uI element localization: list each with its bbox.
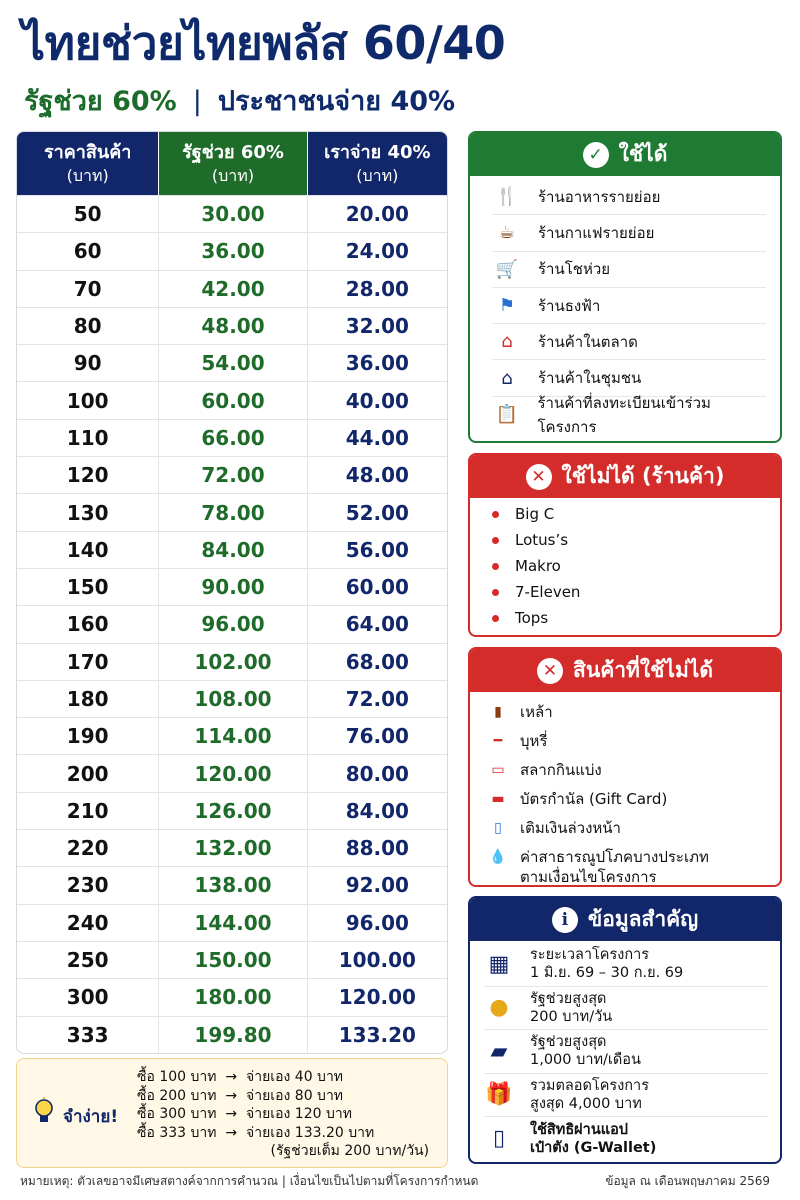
pay-cell: 133.20 — [338, 1022, 416, 1047]
price-cell: 300 — [66, 985, 109, 1010]
table-row — [17, 829, 447, 866]
tip-lines — [137, 1068, 429, 1161]
tip-label: จำง่าย! — [63, 1107, 119, 1127]
can-use-item — [492, 393, 766, 436]
table-row — [17, 344, 447, 381]
page-title: ไทยช่วยไทยพลัส 60/40 — [22, 16, 506, 70]
subtitle-separator: | — [192, 86, 202, 117]
gov-cell: 36.00 — [158, 233, 307, 269]
lightbulb-icon — [33, 1097, 55, 1127]
pay-cell: 40.00 — [345, 388, 409, 413]
col-header-gov-label: รัฐช่วย 60% — [182, 141, 284, 163]
cannot-store-item — [492, 579, 780, 605]
tip-line: ซื้อ 300 บาท → จ่ายเอง 120 บาท — [137, 1106, 352, 1122]
col-header-pay-label: เราจ่าย 40% — [324, 141, 431, 163]
info-item — [484, 943, 768, 987]
info-text — [530, 1033, 641, 1069]
table-row — [17, 270, 447, 307]
table-row — [17, 381, 447, 418]
pay-cell: 20.00 — [345, 202, 409, 227]
gov-cell: 96.00 — [158, 606, 307, 642]
can-use-label: ร้านโชห่วย — [538, 260, 611, 279]
subtitle-gov-share: รัฐช่วย 60% — [24, 86, 177, 117]
table-row — [17, 531, 447, 568]
cannot-goods-item — [488, 785, 780, 814]
col-header-gov-unit: (บาท) — [211, 165, 255, 185]
cannot-store-label: Big C — [515, 505, 555, 523]
info-text — [530, 990, 612, 1026]
cannot-goods-label: บุหรี่ — [520, 732, 548, 750]
can-use-item — [492, 324, 766, 360]
info-text — [530, 1121, 656, 1157]
price-cell: 230 — [66, 873, 109, 898]
col-header-price-label: ราคาสินค้า — [43, 141, 132, 163]
price-cell: 80 — [73, 314, 102, 339]
gov-cell: 114.00 — [158, 718, 307, 754]
table-row — [17, 307, 447, 344]
table-row — [17, 568, 447, 605]
info-line-2: 1,000 บาท/เดือน — [530, 1052, 641, 1069]
price-cell: 170 — [66, 649, 109, 674]
pay-cell: 68.00 — [345, 649, 409, 674]
table-row — [17, 456, 447, 493]
info-line-2: เป๋าตัง (G-Wallet) — [530, 1139, 657, 1156]
col-header-price-unit: (บาท) — [66, 165, 109, 185]
tip-line: (รัฐช่วยเต็ม 200 บาท/วัน) — [137, 1143, 430, 1159]
pay-cell: 24.00 — [345, 239, 409, 264]
footnote: หมายเหตุ: ตัวเลขอาจมีเศษสตางค์จากการคำนวณ | เงื่อนไขเป็นไปตามที่โครงการกำหนด — [20, 1174, 479, 1188]
can-use-panel — [468, 131, 782, 443]
bullet-dot — [492, 589, 499, 596]
price-table-header — [17, 132, 447, 195]
price-cell: 150 — [66, 575, 109, 600]
pay-cell: 64.00 — [345, 612, 409, 637]
cannot-goods-header — [470, 649, 780, 692]
can-use-label: ร้านธงฟ้า — [538, 296, 601, 315]
price-cell: 90 — [73, 351, 102, 376]
coins-icon: ● — [489, 995, 509, 1021]
tip-box — [16, 1058, 448, 1168]
info-header — [470, 898, 780, 941]
clipboard-icon: 📋 — [495, 404, 518, 426]
col-header-price — [17, 132, 158, 195]
gov-cell: 120.00 — [158, 755, 307, 791]
price-cell: 140 — [66, 537, 109, 562]
cannot-goods-item — [488, 756, 780, 785]
pay-cell: 44.00 — [345, 425, 409, 450]
gov-cell: 42.00 — [158, 271, 307, 307]
can-use-label: ร้านค้าในชุมชน — [538, 369, 642, 388]
can-use-label: ร้านอาหารรายย่อย — [538, 187, 661, 206]
cannot-goods-label: เติมเงินล่วงหน้า — [520, 819, 621, 837]
table-row — [17, 717, 447, 754]
price-cell: 190 — [66, 724, 109, 749]
can-use-label: ร้านค้าในตลาด — [538, 332, 638, 351]
info-line-2: 1 มิ.ย. 69 – 30 ก.ย. 69 — [530, 965, 684, 982]
price-cell: 200 — [66, 761, 109, 786]
pay-cell: 60.00 — [345, 575, 409, 600]
info-item — [484, 1030, 768, 1074]
cannot-store-item — [492, 527, 780, 553]
gov-cell: 199.80 — [158, 1017, 307, 1053]
source-note: ข้อมูล ณ เดือนพฤษภาคม 2569 — [605, 1174, 770, 1188]
coffee-icon: ☕ — [498, 222, 516, 244]
gov-cell: 48.00 — [158, 308, 307, 344]
info-panel — [468, 896, 782, 1164]
pay-cell: 36.00 — [345, 351, 409, 376]
cannot-stores-list — [470, 498, 780, 631]
price-table-body — [17, 195, 447, 1053]
gov-cell: 150.00 — [158, 942, 307, 978]
pay-cell: 80.00 — [345, 761, 409, 786]
gov-cell: 132.00 — [158, 830, 307, 866]
gov-cell: 90.00 — [158, 569, 307, 605]
table-row — [17, 419, 447, 456]
table-row — [17, 904, 447, 941]
wallet-icon: ▰ — [490, 1038, 508, 1064]
market-stall-icon: ⌂ — [501, 331, 513, 353]
house-icon: ⌂ — [501, 367, 513, 389]
lottery-icon: ▭ — [491, 762, 505, 778]
gov-cell: 66.00 — [158, 420, 307, 456]
table-row — [17, 978, 447, 1015]
tip-line: ซื้อ 100 บาท → จ่ายเอง 40 บาท — [137, 1069, 344, 1085]
table-row — [17, 643, 447, 680]
phone-app-icon: ▯ — [492, 1126, 506, 1152]
gov-cell: 54.00 — [158, 345, 307, 381]
tip-line: ซื้อ 200 บาท → จ่ายเอง 80 บาท — [137, 1087, 344, 1104]
gov-cell: 60.00 — [158, 382, 307, 418]
cannot-store-item — [492, 553, 780, 579]
price-table — [16, 131, 448, 1054]
cannot-goods-panel — [468, 647, 782, 887]
pay-cell: 96.00 — [345, 910, 409, 935]
gov-cell: 78.00 — [158, 494, 307, 530]
table-row — [17, 866, 447, 903]
cannot-store-label: 7-Eleven — [515, 583, 581, 601]
table-row — [17, 792, 447, 829]
thongfah-icon: ⚑ — [498, 295, 516, 317]
cannot-goods-list — [470, 692, 780, 887]
x-icon: ✕ — [526, 464, 552, 490]
pay-cell: 72.00 — [345, 687, 409, 711]
can-use-title: ใช้ได้ — [618, 142, 668, 166]
info-item — [484, 1117, 768, 1161]
gift-card-icon: ▬ — [491, 791, 505, 807]
cannot-goods-label: เหล้า — [520, 703, 553, 721]
price-cell: 210 — [66, 798, 109, 823]
price-cell: 333 — [66, 1022, 109, 1047]
cannot-store-item — [492, 501, 780, 527]
cannot-goods-title: สินค้าที่ใช้ไม่ได้ — [573, 658, 713, 682]
can-use-item — [492, 179, 766, 215]
liquor-icon: ▮ — [494, 704, 502, 720]
info-item — [484, 987, 768, 1031]
price-cell: 110 — [66, 425, 109, 450]
pay-cell: 28.00 — [345, 276, 409, 301]
price-cell: 180 — [66, 687, 109, 711]
price-cell: 160 — [66, 612, 109, 637]
table-row — [17, 493, 447, 530]
price-cell: 250 — [66, 948, 109, 973]
pay-cell: 100.00 — [338, 948, 416, 973]
cannot-goods-label: ค่าสาธารณูปโภคบางประเภท ตามเงื่อนไขโครงการ — [520, 848, 709, 886]
cannot-store-label: Makro — [515, 557, 561, 575]
gov-cell: 30.00 — [158, 196, 307, 232]
info-line-1: ใช้สิทธิผ่านแอป — [530, 1121, 628, 1138]
cigarette-icon: ━ — [493, 733, 503, 749]
cannot-goods-label: สลากกินแบ่ง — [520, 761, 602, 779]
utensils-icon: 🍴 — [495, 186, 519, 208]
cannot-store-label: Lotus’s — [515, 531, 569, 549]
cannot-goods-label: บัตรกำนัล (Gift Card) — [520, 790, 668, 808]
info-item — [484, 1074, 768, 1118]
info-list — [470, 941, 780, 1161]
cannot-store-label: Tops — [515, 609, 549, 627]
bullet-dot — [492, 563, 499, 570]
info-line-2: 200 บาท/วัน — [530, 1008, 613, 1025]
price-cell: 220 — [66, 836, 109, 861]
info-icon: i — [552, 907, 578, 933]
can-use-item — [492, 252, 766, 288]
gov-cell: 84.00 — [158, 532, 307, 568]
price-cell: 100 — [66, 388, 109, 413]
table-row — [17, 1016, 447, 1053]
subtitle-people-share: ประชาชนจ่าย 40% — [217, 86, 456, 117]
table-row — [17, 680, 447, 717]
gov-cell: 108.00 — [158, 681, 307, 717]
tip-line: ซื้อ 333 บาท → จ่ายเอง 133.20 บาท — [137, 1124, 375, 1141]
bullet-dot — [492, 511, 499, 518]
info-line-1: ระยะเวลาโครงการ — [530, 947, 650, 964]
col-header-gov — [158, 132, 307, 195]
water-drop-icon: 💧 — [489, 849, 507, 865]
cannot-stores-panel — [468, 453, 782, 637]
info-text — [530, 1077, 649, 1113]
cannot-stores-header — [470, 455, 780, 498]
cannot-store-item — [492, 605, 780, 631]
pay-cell: 84.00 — [345, 798, 409, 823]
info-title: ข้อมูลสำคัญ — [587, 907, 699, 931]
check-icon: ✓ — [583, 142, 609, 168]
can-use-header — [470, 133, 780, 176]
price-cell: 130 — [66, 500, 109, 525]
pay-cell: 92.00 — [345, 873, 409, 898]
pay-cell: 76.00 — [345, 724, 409, 749]
can-use-list — [470, 176, 780, 436]
can-use-label: ร้านค้าที่ลงทะเบียนเข้าร่วมโครงการ — [537, 393, 711, 436]
info-text — [530, 946, 683, 982]
phone-topup-icon: ▯ — [494, 820, 502, 836]
gov-cell: 138.00 — [158, 867, 307, 903]
cannot-goods-item — [488, 698, 780, 727]
gov-cell: 72.00 — [158, 457, 307, 493]
gov-cell: 126.00 — [158, 793, 307, 829]
info-line-2: สูงสุด 4,000 บาท — [530, 1095, 642, 1112]
cannot-stores-title: ใช้ไม่ได้ (ร้านค้า) — [561, 464, 725, 488]
gov-cell: 144.00 — [158, 905, 307, 941]
x-icon: ✕ — [537, 658, 563, 684]
calendar-icon: ▦ — [488, 951, 510, 977]
info-line-1: รัฐช่วยสูงสุด — [530, 1034, 607, 1051]
page-subtitle — [24, 82, 455, 122]
cannot-goods-item — [488, 814, 780, 843]
cart-icon: 🛒 — [495, 258, 519, 280]
col-header-pay — [308, 132, 447, 195]
table-row — [17, 232, 447, 269]
table-row — [17, 605, 447, 642]
pay-cell: 88.00 — [345, 836, 409, 861]
can-use-item — [492, 215, 766, 251]
can-use-label: ร้านกาแฟรายย่อย — [538, 223, 655, 242]
pay-cell: 120.00 — [338, 985, 416, 1010]
pay-cell: 52.00 — [345, 500, 409, 525]
bullet-dot — [492, 537, 499, 544]
gov-cell: 102.00 — [158, 644, 307, 680]
cannot-goods-item — [488, 727, 780, 756]
col-header-pay-unit: (บาท) — [356, 165, 399, 185]
info-line-1: รัฐช่วยสูงสุด — [530, 990, 607, 1007]
pay-cell: 48.00 — [345, 463, 409, 488]
gift-icon: 🎁 — [485, 1082, 513, 1108]
can-use-item — [492, 288, 766, 324]
pay-cell: 56.00 — [345, 537, 409, 562]
price-cell: 60 — [73, 239, 102, 264]
table-row — [17, 754, 447, 791]
table-row — [17, 195, 447, 232]
gov-cell: 180.00 — [158, 979, 307, 1015]
price-cell: 120 — [66, 463, 109, 488]
price-cell: 240 — [66, 910, 109, 935]
price-cell: 70 — [73, 276, 102, 301]
info-line-1: รวมตลอดโครงการ — [530, 1077, 649, 1094]
price-cell: 50 — [73, 202, 102, 227]
bullet-dot — [492, 615, 499, 622]
table-row — [17, 941, 447, 978]
pay-cell: 32.00 — [345, 314, 409, 339]
cannot-goods-item — [488, 843, 780, 887]
